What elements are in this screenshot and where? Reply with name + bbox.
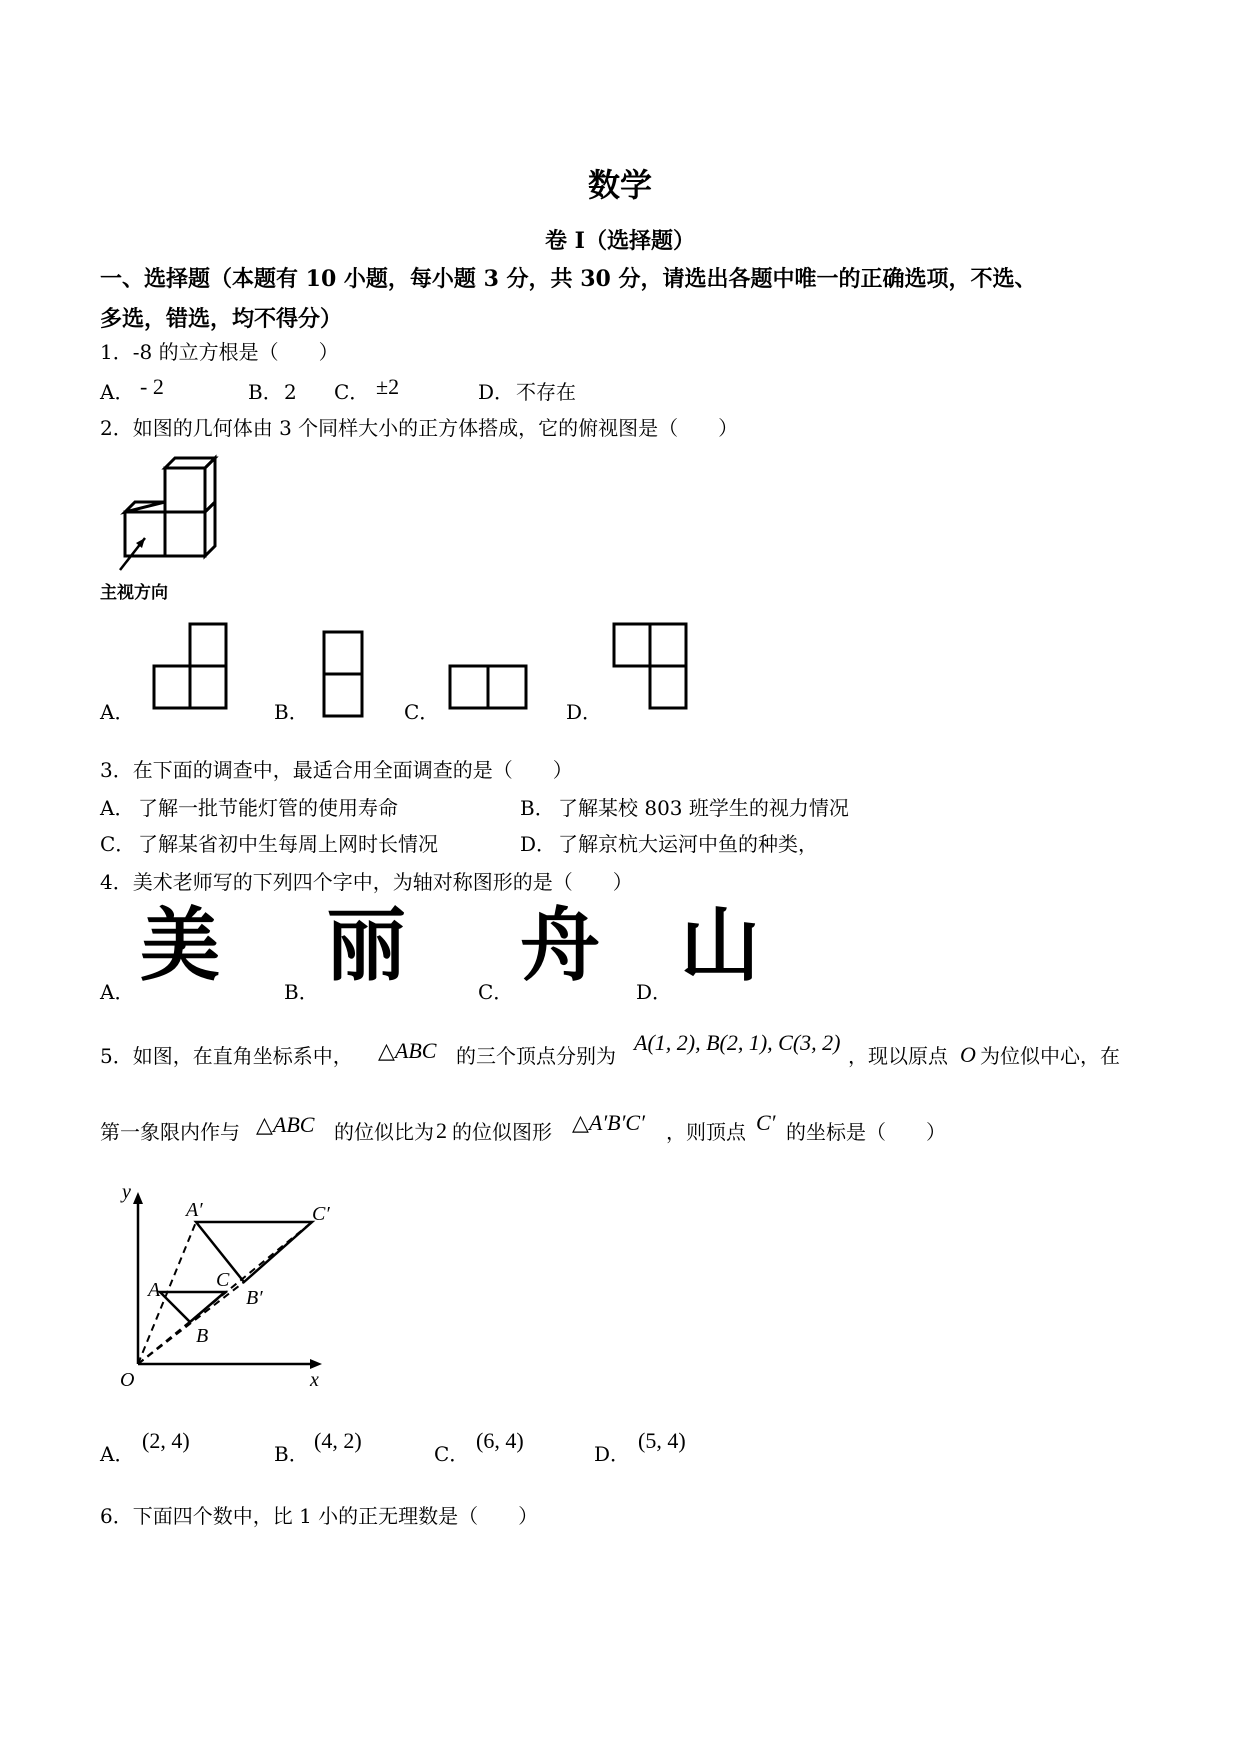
q5-vertices: A(1, 2), B(2, 1), C(3, 2): [634, 1030, 841, 1055]
point-a-prime-label: A′: [186, 1199, 203, 1221]
x-axis-label: x: [310, 1369, 319, 1391]
q1-option-d-value: 不存在: [516, 380, 576, 404]
q3-option-d-label: D．: [520, 832, 557, 856]
q5-triangle-abc: △ABC: [378, 1038, 437, 1063]
q2-option-d-figure: [610, 620, 690, 720]
q3-option-a-label: A．: [100, 796, 135, 820]
q5-option-c-label: C．: [434, 1442, 470, 1466]
q4-option-a-glyph: 美: [140, 899, 220, 992]
q3-option-c-label: C．: [100, 832, 136, 856]
question-5-line2-c: 的位似图形: [452, 1120, 552, 1144]
q4-option-c-glyph: 舟: [520, 899, 600, 992]
q5-option-d-value: (5, 4): [638, 1428, 686, 1453]
question-3-stem: 3．在下面的调查中，最适合用全面调查的是（ ）: [100, 758, 573, 782]
point-c-label: C: [216, 1269, 230, 1291]
page-title: 数学: [587, 166, 652, 204]
point-c-prime-label: C′: [312, 1203, 330, 1225]
question-5-line2-b: 的位似比为: [334, 1120, 434, 1144]
q2-option-a-figure: [150, 620, 230, 720]
q4-option-b-label: B．: [284, 980, 319, 1004]
question-5-line2-d: ，则顶点: [666, 1120, 746, 1144]
q5-option-b-label: B．: [274, 1442, 309, 1466]
q4-option-d-glyph: 山: [680, 899, 760, 992]
coordinate-figure: [100, 1181, 340, 1406]
q3-option-c-text: 了解某省初中生每周上网时长情况: [138, 832, 438, 856]
question-5-line2-e: 的坐标是（ ）: [786, 1120, 946, 1144]
section-heading-line1: 一、选择题（本题有 10 小题，每小题 3 分，共 30 分，请选出各题中唯一的正确选项，不选、: [100, 266, 1037, 292]
q5-option-b-value: (4, 2): [314, 1428, 362, 1453]
section-heading-line2: 多选，错选，均不得分）: [100, 306, 343, 332]
q1-option-c-value: ±2: [376, 374, 400, 399]
q1-option-a-label: A．: [100, 380, 135, 404]
view-direction-caption: 主视方向: [100, 583, 168, 603]
q5-option-d-label: D．: [594, 1442, 631, 1466]
question-5-stem-a: 5．如图，在直角坐标系中，: [100, 1044, 353, 1068]
q2-option-d-label: D．: [566, 700, 603, 724]
triangle-abc: [160, 1292, 225, 1322]
q3-option-a-text: 了解一批节能灯管的使用寿命: [138, 796, 398, 820]
q5-option-a-value: (2, 4): [142, 1428, 190, 1453]
q1-option-b-value: 2: [284, 380, 297, 404]
y-axis-label: y: [122, 1181, 131, 1203]
q1-option-a-value: - 2: [140, 374, 164, 399]
q5-option-a-label: A．: [100, 1442, 135, 1466]
q4-option-b-glyph: 丽: [326, 899, 406, 992]
q2-option-b-label: B．: [274, 700, 309, 724]
q1-option-c-label: C．: [334, 380, 370, 404]
q5-triangle-prime: △A′B′C′: [572, 1110, 645, 1135]
q5-origin-o: O: [960, 1042, 976, 1067]
point-a-label: A: [148, 1279, 161, 1301]
q3-option-b-text: 了解某校 803 班学生的视力情况: [558, 796, 849, 820]
q3-option-b-label: B．: [520, 796, 555, 820]
q4-option-a-label: A．: [100, 980, 135, 1004]
question-5-stem-c: ，现以原点: [848, 1044, 948, 1068]
q2-option-a-label: A．: [100, 700, 135, 724]
origin-label: O: [120, 1369, 135, 1391]
q2-option-c-label: C．: [404, 700, 440, 724]
q5-c-prime: C′: [756, 1110, 776, 1135]
q2-option-c-figure: [446, 662, 536, 714]
triangle-abc-prime: [196, 1222, 312, 1282]
q4-option-c-label: C．: [478, 980, 514, 1004]
q5-option-c-value: (6, 4): [476, 1428, 524, 1453]
q5-triangle-abc-2: △ABC: [256, 1112, 315, 1137]
question-5-stem-b: 的三个顶点分别为: [456, 1044, 616, 1068]
q3-option-d-text: 了解京杭大运河中鱼的种类，: [558, 832, 818, 856]
point-b-prime-label: B′: [246, 1287, 263, 1309]
question-5-stem-d: 为位似中心，在: [980, 1044, 1120, 1068]
volume-heading: 卷 I（选择题）: [545, 228, 695, 254]
q1-option-b-label: B．: [248, 380, 283, 404]
q1-option-d-label: D．: [478, 380, 515, 404]
question-1-stem: 1．-8 的立方根是（ ）: [100, 340, 339, 364]
question-2-stem: 2．如图的几何体由 3 个同样大小的正方体搭成，它的俯视图是（ ）: [100, 416, 739, 440]
question-6-stem: 6．下面四个数中，比 1 小的正无理数是（ ）: [100, 1504, 539, 1528]
question-4-stem: 4．美术老师写的下列四个字中，为轴对称图形的是（ ）: [100, 870, 633, 894]
q5-ratio: 2: [436, 1118, 447, 1143]
question-5-line2-a: 第一象限内作与: [100, 1120, 240, 1144]
point-b-label: B: [196, 1325, 209, 1347]
q2-option-b-figure: [320, 628, 370, 728]
q4-option-d-label: D．: [636, 980, 673, 1004]
